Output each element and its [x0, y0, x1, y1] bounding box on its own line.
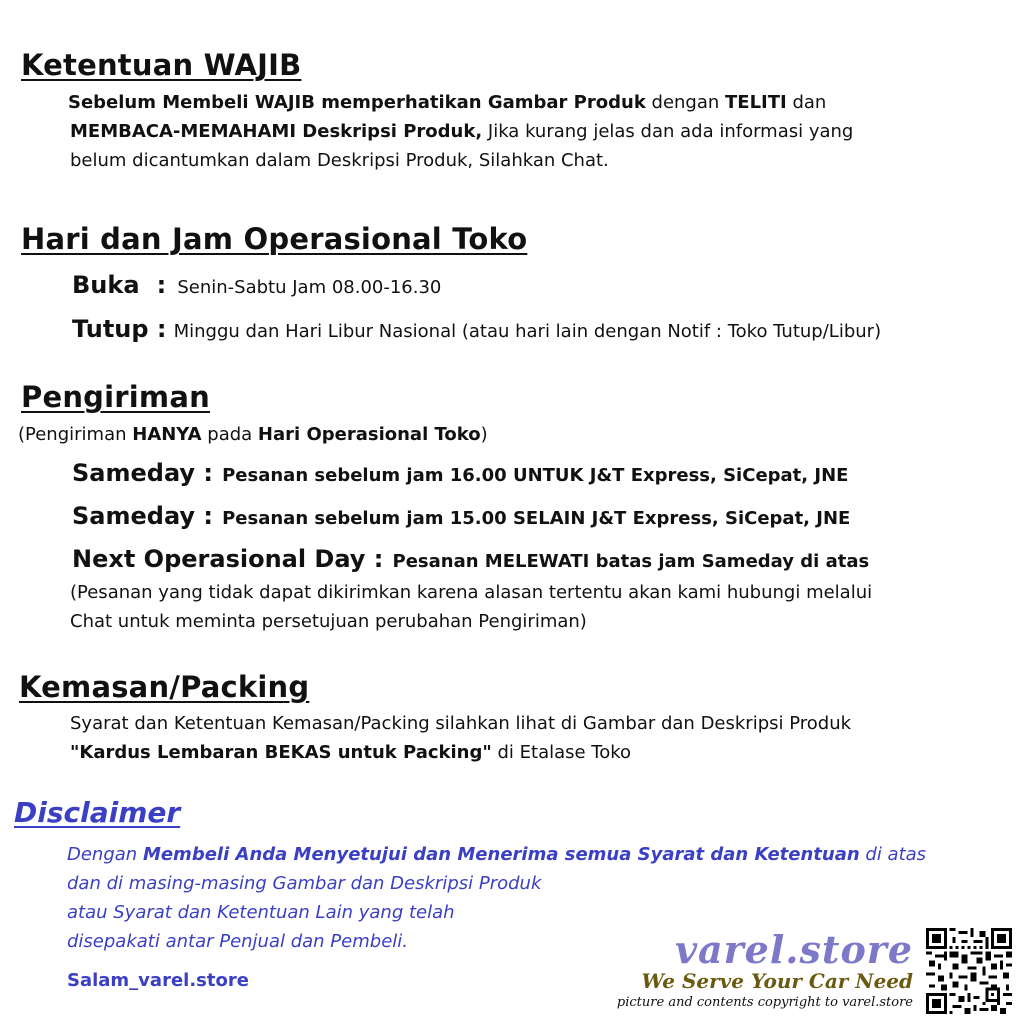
shipping-note2-line-1: (Pesanan yang tidak dapat dikirimkan karena alasan tertentu akan kami hubungi melalui [70, 582, 873, 603]
shipping-note-emph-2: Hari Operasional Toko [257, 424, 481, 445]
hours-open-colon: : [156, 271, 167, 299]
disclaimer-line-4: disepakati antar Penjual dan Pembeli. [67, 931, 408, 952]
hours-open-value: Senin-Sabtu Jam 08.00-16.30 [177, 277, 442, 298]
wajib-line-1 [68, 88, 826, 117]
hours-closed-value: Minggu dan Hari Libur Nasional (atau hari lain dengan Notif : Toko Tutup/Libur) [173, 321, 882, 342]
shipping-note2-line-2: Chat untuk meminta persetujuan perubahan Pengiriman) [70, 611, 587, 632]
hours-closed-row [72, 312, 881, 349]
disclaimer-text-1: Dengan [67, 844, 143, 865]
disclaimer-line-1 [67, 840, 926, 869]
shipping-note-text-1: (Pengiriman [18, 424, 133, 445]
shipping-note-emph-1: HANYA [132, 424, 202, 445]
shipping-row [72, 542, 869, 579]
section-heading-disclaimer: Disclaimer [14, 796, 181, 829]
shipping-row [72, 456, 848, 493]
disclaimer-signoff: Salam_varel.store [67, 970, 249, 991]
hours-open-row [72, 268, 441, 305]
packing-line-2 [70, 738, 631, 767]
hours-closed-label: Tutup : [72, 315, 167, 343]
disclaimer-text-2: di atas [859, 844, 927, 865]
packing-text: di Etalase Toko [491, 742, 632, 763]
wajib-line-3: belum dicantumkan dalam Deskripsi Produk, Silahkan Chat. [70, 150, 609, 171]
wajib-emph-3: MEMBACA-MEMAHAMI Deskripsi Produk, [70, 121, 483, 142]
shipping-row-value: Pesanan sebelum jam 16.00 UNTUK J&T Express, SiCepat, JNE [222, 465, 849, 486]
brand-name: varel.store [674, 927, 913, 972]
wajib-emph-1: Sebelum Membeli WAJIB memperhatikan Gambar Produk [68, 92, 646, 113]
wajib-line-2 [70, 117, 853, 146]
section-heading-packing: Kemasan/Packing [19, 670, 310, 704]
wajib-emph-2: TELITI [725, 92, 787, 113]
hours-open-label: Buka [72, 271, 140, 299]
packing-line-1: Syarat dan Ketentuan Kemasan/Packing silahkan lihat di Gambar dan Deskripsi Produk [70, 713, 852, 734]
shipping-note-text-3: ) [480, 424, 488, 445]
shipping-row [72, 499, 850, 536]
qr-code-icon [926, 928, 1012, 1014]
disclaimer-emph: Membeli Anda Menyetujui dan Menerima semua Syarat dan Ketentuan [142, 844, 860, 865]
shipping-row-label: Sameday : [72, 459, 213, 487]
shipping-note [18, 420, 488, 449]
shipping-row-label: Next Operasional Day : [72, 545, 384, 573]
disclaimer-line-3: atau Syarat dan Ketentuan Lain yang telah [67, 902, 455, 923]
shipping-note-text-2: pada [201, 424, 258, 445]
wajib-text-2: dan [786, 92, 827, 113]
section-heading-hours: Hari dan Jam Operasional Toko [21, 222, 528, 256]
section-heading-shipping: Pengiriman [21, 380, 210, 414]
shipping-row-value: Pesanan MELEWATI batas jam Sameday di atas [392, 551, 870, 572]
brand-tagline: We Serve Your Car Need [641, 969, 913, 993]
brand-copyright: picture and contents copyright to varel.store [616, 995, 913, 1010]
section-heading-wajib: Ketentuan WAJIB [21, 48, 302, 82]
shipping-row-label: Sameday : [72, 502, 213, 530]
shipping-row-value: Pesanan sebelum jam 15.00 SELAIN J&T Express, SiCepat, JNE [222, 508, 851, 529]
wajib-text-1: dengan [645, 92, 726, 113]
disclaimer-line-2: dan di masing-masing Gambar dan Deskripsi Produk [67, 873, 542, 894]
packing-emph: "Kardus Lembaran BEKAS untuk Packing" [70, 742, 492, 763]
wajib-text-3: Jika kurang jelas dan ada informasi yang [482, 121, 854, 142]
